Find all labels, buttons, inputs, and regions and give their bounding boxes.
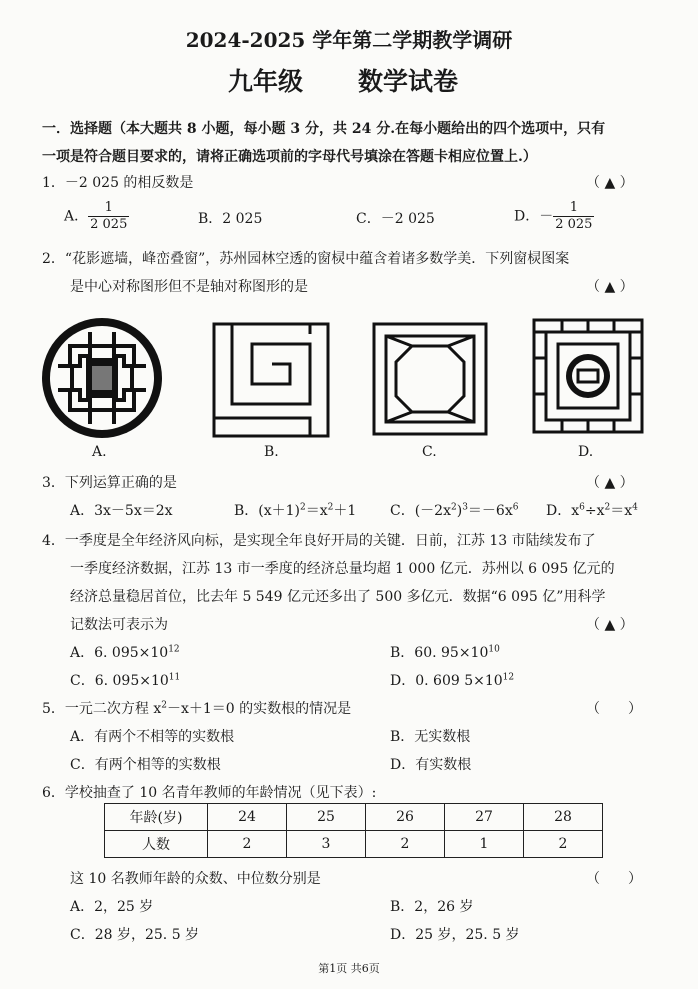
count-cell: 1	[445, 831, 524, 858]
q3-c-part3: ＝－6x	[467, 503, 513, 519]
q5-stem-part2: －x＋1＝0 的实数根的情况是	[167, 701, 352, 717]
age-cell: 26	[366, 804, 445, 831]
q3-stem: 3．下列运算正确的是	[42, 475, 177, 491]
q1-option-d-den: 2 025	[555, 217, 593, 232]
q3-d-part3: ＝x	[610, 503, 633, 519]
q3-option-a: A．3x－5x＝2x	[70, 503, 173, 519]
q4-b-exp: 10	[488, 644, 500, 655]
q3-b-sup2: 2	[327, 502, 334, 513]
q6-answer-paren: （ ）	[586, 871, 642, 887]
q3-option-c	[390, 500, 518, 520]
q3-d-part2: ÷x	[584, 503, 605, 519]
age-table-row-ages	[105, 804, 603, 831]
q4-line4: 记数法可表示为	[70, 617, 168, 633]
q1-option-d	[514, 200, 594, 233]
q4-option-d	[390, 670, 514, 690]
q2-label-c: C.	[422, 444, 437, 460]
q4-line1: 4．一季度是全年经济风向标，是实现全年良好开局的关键．日前，江苏 13 市陆续发布了	[42, 533, 596, 549]
q3-c-part2: )	[456, 503, 463, 519]
q4-line2: 一季度经济数据，江苏 13 市一季度的经济总量均超 1 000 亿元．苏州以 6 095 亿元的	[70, 561, 615, 577]
q6-option-a: A．2，25 岁	[70, 899, 154, 915]
q6-option-d: D．25 岁，25. 5 岁	[390, 927, 520, 943]
q2-stem-line1: 2．“花影遮墙，峰峦叠窗”，苏州园林空透的窗棂中蕴含着诸多数学美．下列窗棂图案	[42, 251, 570, 267]
q4-a-base: A．6. 095×10	[70, 645, 169, 661]
q1-answer-mark: （ ▲ ）	[586, 175, 634, 191]
q1-option-b: B．2 025	[198, 211, 263, 227]
q1-option-c: C．－2 025	[356, 211, 435, 227]
q3-d-sup2: 2	[604, 502, 611, 513]
q3-b-part2: ＝x	[305, 503, 328, 519]
q2-figure-b	[212, 322, 330, 438]
q3-b-part1: B．(x＋1)	[234, 503, 301, 519]
age-cell: 24	[208, 804, 287, 831]
q5-option-a: A．有两个不相等的实数根	[70, 729, 235, 745]
count-cell: 2	[208, 831, 287, 858]
q2-figure-d	[532, 318, 644, 434]
q1-stem: 1．－2 025 的相反数是	[42, 175, 194, 191]
q5-stem	[42, 698, 351, 718]
age-cell: 27	[445, 804, 524, 831]
grade-label: 九年级	[228, 67, 304, 96]
q4-d-exp: 12	[502, 672, 515, 683]
q4-option-a	[70, 642, 180, 662]
subject-label: 数学试卷	[358, 67, 459, 96]
q3-d-sup1: 6	[579, 502, 585, 513]
age-table-row-counts	[105, 831, 603, 858]
q4-option-c	[70, 670, 180, 690]
page-footer: 第1页 共6页	[318, 962, 380, 975]
q4-d-base: D．0. 609 5×10	[390, 673, 503, 689]
q4-c-base: C．6. 095×10	[70, 673, 169, 689]
fig-a-center-motif	[92, 366, 112, 390]
q3-option-b	[234, 500, 356, 520]
q5-option-c: C．有两个相等的实数根	[70, 757, 221, 773]
q1-option-d-num: 1	[553, 200, 594, 217]
exam-title: 2024-2025 学年第二学期教学调研	[185, 28, 513, 52]
q4-b-base: B．60. 95×10	[390, 645, 489, 661]
q3-c-sup1: 2	[450, 502, 457, 513]
q2-answer-mark: （ ▲ ）	[586, 279, 634, 295]
q2-label-d: D.	[578, 444, 594, 460]
q5-stem-sup: 2	[161, 700, 167, 711]
q6-option-c: C．28 岁，25. 5 岁	[70, 927, 200, 943]
q2-label-b: B.	[264, 444, 279, 460]
age-cell: 28	[524, 804, 603, 831]
q1-option-a-den: 2 025	[90, 217, 128, 232]
q4-c-exp: 11	[168, 672, 181, 683]
q1-option-a-label: A．	[64, 208, 89, 225]
q3-c-sup2: 3	[462, 502, 468, 513]
q3-option-d	[546, 500, 638, 520]
q5-option-b: B．无实数根	[390, 729, 471, 745]
q6-question: 这 10 名教师年龄的众数、中位数分别是	[70, 871, 321, 887]
q2-label-a: A.	[92, 444, 107, 460]
q6-option-b: B．2，26 岁	[390, 899, 474, 915]
section-heading-line1: 一．选择题（本大题共 8 小题，每小题 3 分，共 24 分.在每小题给出的四个选项中，只有	[42, 121, 606, 137]
q3-d-part1: D．x	[546, 503, 580, 519]
q3-b-part3: ＋1	[333, 503, 357, 519]
q5-answer-paren: （ ）	[586, 701, 642, 717]
age-table	[104, 803, 603, 858]
q1-option-d-fraction	[553, 200, 594, 233]
age-table-header: 年龄(岁)	[105, 804, 208, 831]
age-cell: 25	[287, 804, 366, 831]
q3-d-sup3: 4	[632, 502, 638, 513]
section-heading-line2: 一项是符合题目要求的，请将正确选项前的字母代号填涂在答题卡相应位置上.）	[42, 149, 537, 165]
q1-option-a-fraction	[88, 200, 129, 233]
q3-c-sup3: 6	[512, 502, 519, 513]
q2-figure-c	[372, 322, 488, 436]
count-cell: 2	[366, 831, 445, 858]
q5-stem-part1: 5．一元二次方程 x	[42, 701, 162, 717]
q6-stem: 6．学校抽查了 10 名青年教师的年龄情况（见下表）:	[42, 785, 377, 801]
q4-line3: 经济总量稳居首位，比去年 5 549 亿元还多出了 500 多亿元．数据“6 095 亿”用科学	[70, 589, 606, 605]
count-header: 人数	[105, 831, 208, 858]
q3-b-sup1: 2	[300, 502, 306, 513]
q4-a-exp: 12	[168, 644, 180, 655]
q1-option-d-label: D．－	[514, 208, 554, 225]
q3-c-part1: C．(－2x	[390, 503, 451, 519]
q2-stem-line2: 是中心对称图形但不是轴对称图形的是	[70, 279, 308, 295]
count-cell: 3	[287, 831, 366, 858]
q1-option-a-num: 1	[88, 200, 129, 217]
q2-figure-a	[40, 316, 164, 440]
count-cell: 2	[524, 831, 603, 858]
q4-option-b	[390, 642, 500, 662]
q3-answer-mark: （ ▲ ）	[586, 475, 634, 491]
q5-option-d: D．有实数根	[390, 757, 472, 773]
q1-option-a	[64, 200, 129, 233]
q4-answer-mark: （ ▲ ）	[586, 617, 634, 633]
